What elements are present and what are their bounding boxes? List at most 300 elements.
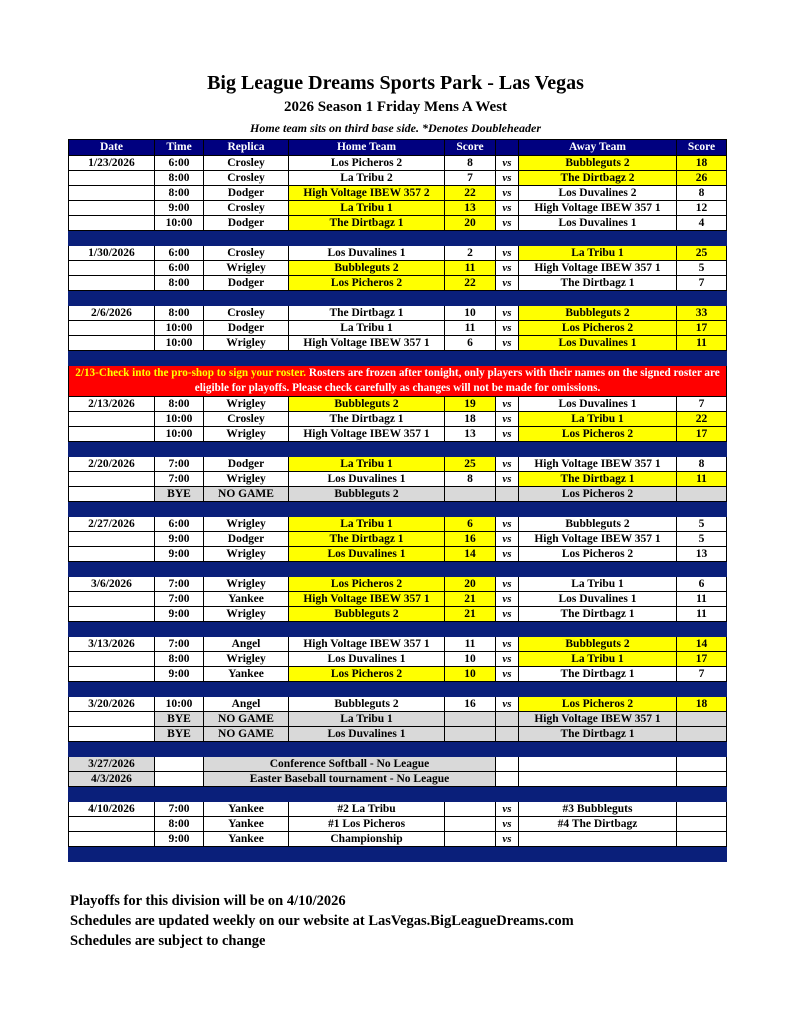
away-team-cell: The Dirtbagz 1 bbox=[519, 667, 677, 682]
away-score-cell: 17 bbox=[677, 427, 727, 442]
date-cell bbox=[69, 667, 155, 682]
home-team-cell: Bubbleguts 2 bbox=[289, 697, 445, 712]
date-cell: 3/20/2026 bbox=[69, 697, 155, 712]
roster-notice-text: Rosters are frozen after tonight, only players with their names on the signed roster are eligible for playoffs. Please check carefully as changes will not be made for omissions. bbox=[194, 367, 720, 394]
away-team-cell: High Voltage IBEW 357 1 bbox=[519, 261, 677, 276]
time-cell bbox=[155, 757, 204, 772]
time-cell: BYE bbox=[155, 712, 204, 727]
date-cell bbox=[69, 336, 155, 351]
home-score-cell: 8 bbox=[445, 472, 496, 487]
home-team-cell: La Tribu 1 bbox=[289, 321, 445, 336]
week-separator bbox=[69, 622, 727, 637]
vs-cell: vs bbox=[496, 667, 519, 682]
home-team-cell: La Tribu 2 bbox=[289, 171, 445, 186]
schedule-body bbox=[69, 156, 727, 862]
vs-cell bbox=[496, 727, 519, 742]
home-score-cell: 19 bbox=[445, 397, 496, 412]
away-team-cell: Los Picheros 2 bbox=[519, 547, 677, 562]
home-team-cell: High Voltage IBEW 357 1 bbox=[289, 592, 445, 607]
separator-bar bbox=[69, 847, 727, 862]
replica-cell: Yankee bbox=[204, 817, 289, 832]
separator-bar bbox=[69, 742, 727, 757]
home-team-cell: Los Picheros 2 bbox=[289, 667, 445, 682]
vs-cell: vs bbox=[496, 261, 519, 276]
home-score-cell bbox=[445, 832, 496, 847]
home-team-cell: Bubbleguts 2 bbox=[289, 261, 445, 276]
time-cell: 10:00 bbox=[155, 216, 204, 231]
separator-bar bbox=[69, 442, 727, 457]
away-score-cell: 5 bbox=[677, 517, 727, 532]
event-cell: Easter Baseball tournament - No League bbox=[204, 772, 496, 787]
home-score-cell: 25 bbox=[445, 457, 496, 472]
vs-cell: vs bbox=[496, 472, 519, 487]
week-separator bbox=[69, 742, 727, 757]
week-separator bbox=[69, 562, 727, 577]
date-cell bbox=[69, 547, 155, 562]
separator-bar bbox=[69, 502, 727, 517]
date-cell bbox=[69, 652, 155, 667]
home-team-cell: #2 La Tribu bbox=[289, 802, 445, 817]
vs-cell: vs bbox=[496, 547, 519, 562]
time-cell: 9:00 bbox=[155, 667, 204, 682]
playoff-row bbox=[69, 817, 727, 832]
replica-cell: Wrigley bbox=[204, 336, 289, 351]
date-cell: 4/10/2026 bbox=[69, 802, 155, 817]
home-team-cell: #1 Los Picheros bbox=[289, 817, 445, 832]
away-team-cell: La Tribu 1 bbox=[519, 246, 677, 261]
time-cell: 10:00 bbox=[155, 412, 204, 427]
away-team-cell: High Voltage IBEW 357 1 bbox=[519, 201, 677, 216]
time-cell: 10:00 bbox=[155, 336, 204, 351]
away-score-cell: 14 bbox=[677, 637, 727, 652]
bye-row bbox=[69, 487, 727, 502]
away-team-cell: High Voltage IBEW 357 1 bbox=[519, 457, 677, 472]
away-score-cell: 11 bbox=[677, 472, 727, 487]
replica-cell: Yankee bbox=[204, 592, 289, 607]
away-score-cell bbox=[677, 727, 727, 742]
away-score-cell bbox=[677, 832, 727, 847]
away-score-cell: 8 bbox=[677, 457, 727, 472]
away-score-cell: 17 bbox=[677, 652, 727, 667]
home-team-cell: Los Picheros 2 bbox=[289, 276, 445, 291]
week-separator bbox=[69, 231, 727, 246]
replica-cell: Yankee bbox=[204, 832, 289, 847]
replica-cell: Wrigley bbox=[204, 652, 289, 667]
home-score-cell: 13 bbox=[445, 427, 496, 442]
vs-cell: vs bbox=[496, 637, 519, 652]
away-score-cell bbox=[677, 772, 727, 787]
time-cell: 7:00 bbox=[155, 472, 204, 487]
away-team-cell bbox=[519, 772, 677, 787]
away-score-cell: 17 bbox=[677, 321, 727, 336]
date-cell: 1/30/2026 bbox=[69, 246, 155, 261]
week-separator bbox=[69, 291, 727, 306]
away-team-cell: Bubbleguts 2 bbox=[519, 156, 677, 171]
time-cell: 7:00 bbox=[155, 577, 204, 592]
game-row bbox=[69, 667, 727, 682]
replica-cell: Dodger bbox=[204, 186, 289, 201]
away-team-cell: Bubbleguts 2 bbox=[519, 637, 677, 652]
game-row bbox=[69, 186, 727, 201]
separator-bar bbox=[69, 787, 727, 802]
home-score-cell: 22 bbox=[445, 186, 496, 201]
replica-cell: Crosley bbox=[204, 156, 289, 171]
away-score-cell: 5 bbox=[677, 532, 727, 547]
replica-cell: NO GAME bbox=[204, 487, 289, 502]
date-cell bbox=[69, 186, 155, 201]
home-score-cell: 13 bbox=[445, 201, 496, 216]
away-score-cell: 13 bbox=[677, 547, 727, 562]
home-score-cell: 21 bbox=[445, 592, 496, 607]
col-home-team: Home Team bbox=[289, 140, 445, 156]
week-separator bbox=[69, 787, 727, 802]
time-cell: 8:00 bbox=[155, 306, 204, 321]
vs-cell: vs bbox=[496, 276, 519, 291]
game-row bbox=[69, 336, 727, 351]
week-separator bbox=[69, 502, 727, 517]
vs-cell: vs bbox=[496, 457, 519, 472]
vs-cell: vs bbox=[496, 412, 519, 427]
away-score-cell: 8 bbox=[677, 186, 727, 201]
date-cell bbox=[69, 321, 155, 336]
time-cell: 9:00 bbox=[155, 832, 204, 847]
away-score-cell: 25 bbox=[677, 246, 727, 261]
game-row bbox=[69, 276, 727, 291]
home-score-cell: 20 bbox=[445, 577, 496, 592]
time-cell: 7:00 bbox=[155, 592, 204, 607]
time-cell: 6:00 bbox=[155, 246, 204, 261]
time-cell: 8:00 bbox=[155, 817, 204, 832]
home-team-cell: Los Picheros 2 bbox=[289, 156, 445, 171]
time-cell: 6:00 bbox=[155, 517, 204, 532]
playoff-row bbox=[69, 832, 727, 847]
vs-cell: vs bbox=[496, 186, 519, 201]
replica-cell: Dodger bbox=[204, 216, 289, 231]
bye-row bbox=[69, 727, 727, 742]
away-team-cell: The Dirtbagz 1 bbox=[519, 276, 677, 291]
col-time: Time bbox=[155, 140, 204, 156]
replica-cell: Crosley bbox=[204, 246, 289, 261]
home-team-cell: Championship bbox=[289, 832, 445, 847]
time-cell bbox=[155, 772, 204, 787]
vs-cell: vs bbox=[496, 652, 519, 667]
schedule-table bbox=[68, 139, 727, 862]
home-score-cell bbox=[445, 817, 496, 832]
date-cell bbox=[69, 201, 155, 216]
week-separator bbox=[69, 847, 727, 862]
date-cell bbox=[69, 472, 155, 487]
away-team-cell bbox=[519, 832, 677, 847]
away-score-cell: 18 bbox=[677, 697, 727, 712]
away-score-cell: 7 bbox=[677, 276, 727, 291]
replica-cell: Wrigley bbox=[204, 547, 289, 562]
replica-cell: Crosley bbox=[204, 306, 289, 321]
vs-cell: vs bbox=[496, 427, 519, 442]
separator-bar bbox=[69, 291, 727, 306]
time-cell: 10:00 bbox=[155, 697, 204, 712]
away-team-cell: Los Duvalines 1 bbox=[519, 336, 677, 351]
vs-cell: vs bbox=[496, 817, 519, 832]
away-team-cell: #4 The Dirtbagz bbox=[519, 817, 677, 832]
playoff-row bbox=[69, 802, 727, 817]
game-row bbox=[69, 637, 727, 652]
vs-cell: vs bbox=[496, 156, 519, 171]
replica-cell: Wrigley bbox=[204, 577, 289, 592]
game-row bbox=[69, 397, 727, 412]
home-team-cell: La Tribu 1 bbox=[289, 712, 445, 727]
home-team-cell: The Dirtbagz 1 bbox=[289, 216, 445, 231]
date-cell bbox=[69, 171, 155, 186]
home-score-cell: 16 bbox=[445, 697, 496, 712]
col-date: Date bbox=[69, 140, 155, 156]
home-team-cell: La Tribu 1 bbox=[289, 201, 445, 216]
game-row bbox=[69, 577, 727, 592]
replica-cell: Angel bbox=[204, 697, 289, 712]
col-away-team: Away Team bbox=[519, 140, 677, 156]
week-separator bbox=[69, 351, 727, 366]
away-score-cell: 7 bbox=[677, 667, 727, 682]
vs-cell: vs bbox=[496, 577, 519, 592]
replica-cell: NO GAME bbox=[204, 712, 289, 727]
date-cell bbox=[69, 532, 155, 547]
roster-notice bbox=[69, 366, 727, 397]
vs-cell bbox=[496, 772, 519, 787]
home-score-cell: 11 bbox=[445, 637, 496, 652]
away-score-cell: 22 bbox=[677, 412, 727, 427]
time-cell: 7:00 bbox=[155, 457, 204, 472]
replica-cell: Wrigley bbox=[204, 397, 289, 412]
vs-cell: vs bbox=[496, 592, 519, 607]
replica-cell: Yankee bbox=[204, 802, 289, 817]
home-team-cell: High Voltage IBEW 357 1 bbox=[289, 637, 445, 652]
home-team-cell: Los Duvalines 1 bbox=[289, 472, 445, 487]
date-cell: 2/27/2026 bbox=[69, 517, 155, 532]
home-score-cell: 2 bbox=[445, 246, 496, 261]
vs-cell: vs bbox=[496, 802, 519, 817]
footer-website: Schedules are updated weekly on our website at LasVegas.BigLeagueDreams.com bbox=[70, 913, 574, 929]
date-cell bbox=[69, 412, 155, 427]
away-team-cell: High Voltage IBEW 357 1 bbox=[519, 532, 677, 547]
time-cell: 6:00 bbox=[155, 261, 204, 276]
home-team-cell: Los Duvalines 1 bbox=[289, 246, 445, 261]
away-score-cell: 6 bbox=[677, 577, 727, 592]
game-row bbox=[69, 532, 727, 547]
game-row bbox=[69, 306, 727, 321]
game-row bbox=[69, 246, 727, 261]
date-cell bbox=[69, 261, 155, 276]
game-row bbox=[69, 652, 727, 667]
game-row bbox=[69, 457, 727, 472]
home-team-cell: The Dirtbagz 1 bbox=[289, 532, 445, 547]
home-score-cell: 21 bbox=[445, 607, 496, 622]
vs-cell: vs bbox=[496, 306, 519, 321]
home-score-cell: 18 bbox=[445, 412, 496, 427]
away-score-cell: 18 bbox=[677, 156, 727, 171]
time-cell: 7:00 bbox=[155, 637, 204, 652]
footer-disclaimer: Schedules are subject to change bbox=[70, 933, 266, 949]
time-cell: 9:00 bbox=[155, 547, 204, 562]
away-score-cell: 11 bbox=[677, 336, 727, 351]
home-team-cell: The Dirtbagz 1 bbox=[289, 412, 445, 427]
replica-cell: Yankee bbox=[204, 667, 289, 682]
replica-cell: Dodger bbox=[204, 532, 289, 547]
replica-cell: Wrigley bbox=[204, 607, 289, 622]
roster-notice-row bbox=[69, 366, 727, 397]
home-score-cell: 16 bbox=[445, 532, 496, 547]
game-row bbox=[69, 412, 727, 427]
replica-cell: Wrigley bbox=[204, 261, 289, 276]
game-row bbox=[69, 156, 727, 171]
replica-cell: Dodger bbox=[204, 276, 289, 291]
away-score-cell bbox=[677, 487, 727, 502]
time-cell: 9:00 bbox=[155, 201, 204, 216]
away-team-cell: Los Duvalines 2 bbox=[519, 186, 677, 201]
home-team-cell: Bubbleguts 2 bbox=[289, 397, 445, 412]
vs-cell: vs bbox=[496, 216, 519, 231]
col-replica: Replica bbox=[204, 140, 289, 156]
home-team-cell: Bubbleguts 2 bbox=[289, 607, 445, 622]
game-row bbox=[69, 261, 727, 276]
vs-cell: vs bbox=[496, 201, 519, 216]
vs-cell: vs bbox=[496, 607, 519, 622]
vs-cell bbox=[496, 757, 519, 772]
home-score-cell bbox=[445, 487, 496, 502]
game-row bbox=[69, 171, 727, 186]
replica-cell: Dodger bbox=[204, 457, 289, 472]
game-row bbox=[69, 547, 727, 562]
page-title: Big League Dreams Sports Park - Las Vegas bbox=[207, 72, 584, 94]
no-league-row bbox=[69, 757, 727, 772]
week-separator bbox=[69, 682, 727, 697]
home-team-cell: Los Duvalines 1 bbox=[289, 652, 445, 667]
time-cell: 8:00 bbox=[155, 171, 204, 186]
home-score-cell: 7 bbox=[445, 171, 496, 186]
replica-cell: Dodger bbox=[204, 321, 289, 336]
no-league-row bbox=[69, 772, 727, 787]
time-cell: 7:00 bbox=[155, 802, 204, 817]
event-cell: Conference Softball - No League bbox=[204, 757, 496, 772]
home-score-cell bbox=[445, 712, 496, 727]
time-cell: BYE bbox=[155, 487, 204, 502]
time-cell: 10:00 bbox=[155, 427, 204, 442]
date-cell bbox=[69, 427, 155, 442]
home-score-cell: 6 bbox=[445, 336, 496, 351]
vs-cell bbox=[496, 487, 519, 502]
away-score-cell bbox=[677, 802, 727, 817]
separator-bar bbox=[69, 351, 727, 366]
col-away-score: Score bbox=[677, 140, 727, 156]
vs-cell: vs bbox=[496, 832, 519, 847]
away-team-cell: Bubbleguts 2 bbox=[519, 306, 677, 321]
date-cell bbox=[69, 592, 155, 607]
date-cell: 2/20/2026 bbox=[69, 457, 155, 472]
home-score-cell: 10 bbox=[445, 652, 496, 667]
home-score-cell: 22 bbox=[445, 276, 496, 291]
replica-cell: Wrigley bbox=[204, 472, 289, 487]
away-team-cell: Los Picheros 2 bbox=[519, 697, 677, 712]
away-team-cell: Los Duvalines 1 bbox=[519, 216, 677, 231]
date-cell bbox=[69, 487, 155, 502]
home-team-cell: Los Duvalines 1 bbox=[289, 727, 445, 742]
vs-cell: vs bbox=[496, 336, 519, 351]
away-team-cell bbox=[519, 757, 677, 772]
away-score-cell bbox=[677, 712, 727, 727]
game-row bbox=[69, 201, 727, 216]
date-cell bbox=[69, 817, 155, 832]
date-cell: 4/3/2026 bbox=[69, 772, 155, 787]
away-score-cell: 12 bbox=[677, 201, 727, 216]
away-team-cell: The Dirtbagz 1 bbox=[519, 727, 677, 742]
replica-cell: NO GAME bbox=[204, 727, 289, 742]
away-score-cell: 4 bbox=[677, 216, 727, 231]
separator-bar bbox=[69, 682, 727, 697]
date-cell bbox=[69, 276, 155, 291]
away-score-cell: 7 bbox=[677, 397, 727, 412]
vs-cell bbox=[496, 712, 519, 727]
away-team-cell: #3 Bubbleguts bbox=[519, 802, 677, 817]
date-cell: 3/6/2026 bbox=[69, 577, 155, 592]
game-row bbox=[69, 592, 727, 607]
away-team-cell: The Dirtbagz 2 bbox=[519, 171, 677, 186]
home-score-cell: 10 bbox=[445, 306, 496, 321]
time-cell: 10:00 bbox=[155, 321, 204, 336]
home-score-cell: 20 bbox=[445, 216, 496, 231]
replica-cell: Crosley bbox=[204, 201, 289, 216]
date-cell: 2/13/2026 bbox=[69, 397, 155, 412]
home-team-cell: High Voltage IBEW 357 1 bbox=[289, 336, 445, 351]
away-score-cell: 5 bbox=[677, 261, 727, 276]
col-vs bbox=[496, 140, 519, 156]
time-cell: 8:00 bbox=[155, 397, 204, 412]
away-score-cell: 11 bbox=[677, 607, 727, 622]
away-team-cell: La Tribu 1 bbox=[519, 652, 677, 667]
date-cell bbox=[69, 832, 155, 847]
header-row bbox=[69, 140, 727, 156]
vs-cell: vs bbox=[496, 397, 519, 412]
date-cell: 1/23/2026 bbox=[69, 156, 155, 171]
home-score-cell: 6 bbox=[445, 517, 496, 532]
replica-cell: Crosley bbox=[204, 171, 289, 186]
game-row bbox=[69, 697, 727, 712]
away-team-cell: The Dirtbagz 1 bbox=[519, 472, 677, 487]
home-team-cell: Los Picheros 2 bbox=[289, 577, 445, 592]
home-score-cell: 8 bbox=[445, 156, 496, 171]
footer-playoffs: Playoffs for this division will be on 4/10/2026 bbox=[70, 893, 346, 909]
time-cell: 9:00 bbox=[155, 532, 204, 547]
home-team-cell: Los Duvalines 1 bbox=[289, 547, 445, 562]
away-score-cell: 11 bbox=[677, 592, 727, 607]
time-cell: 8:00 bbox=[155, 276, 204, 291]
home-team-cell: Bubbleguts 2 bbox=[289, 487, 445, 502]
home-team-cell: La Tribu 1 bbox=[289, 517, 445, 532]
separator-bar bbox=[69, 622, 727, 637]
roster-notice-highlight: 2/13-Check into the pro-shop to sign your roster. bbox=[75, 367, 307, 379]
date-cell bbox=[69, 607, 155, 622]
time-cell: 6:00 bbox=[155, 156, 204, 171]
home-score-cell: 14 bbox=[445, 547, 496, 562]
game-row bbox=[69, 607, 727, 622]
vs-cell: vs bbox=[496, 517, 519, 532]
date-cell bbox=[69, 712, 155, 727]
page-subtitle: 2026 Season 1 Friday Mens A West bbox=[283, 99, 508, 115]
home-score-cell bbox=[445, 802, 496, 817]
away-team-cell: La Tribu 1 bbox=[519, 412, 677, 427]
date-cell: 3/13/2026 bbox=[69, 637, 155, 652]
away-team-cell: La Tribu 1 bbox=[519, 577, 677, 592]
home-score-cell: 11 bbox=[445, 321, 496, 336]
home-score-cell: 11 bbox=[445, 261, 496, 276]
time-cell: BYE bbox=[155, 727, 204, 742]
